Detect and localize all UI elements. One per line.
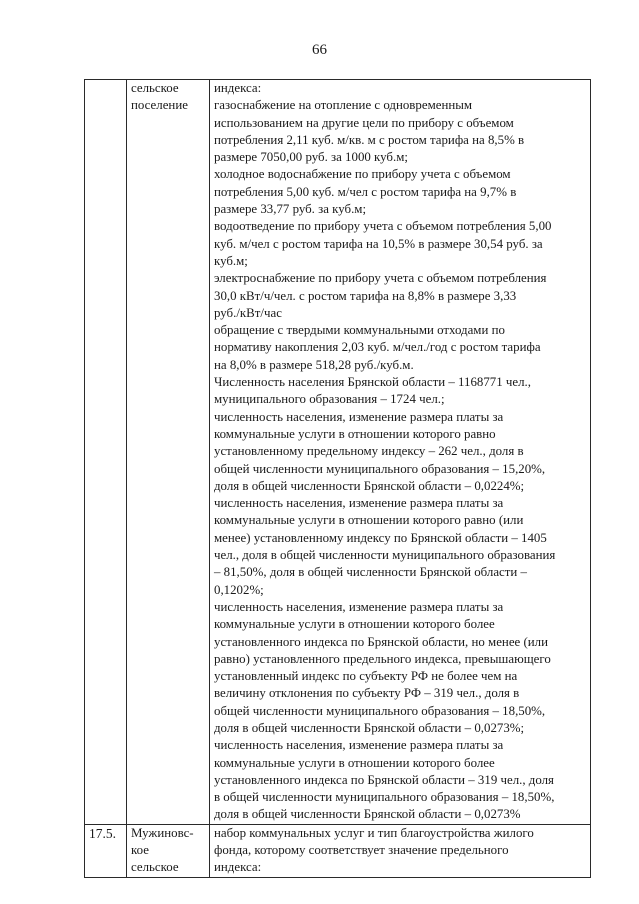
- description-line: доля в общей численности Брянской области – 0,0224%;: [214, 478, 525, 493]
- description-line: в общей численности муниципального образования – 18,50%,: [214, 790, 555, 805]
- description-line: водоотведение по прибору учета с объемом потребления 5,00: [214, 219, 552, 234]
- description-line: коммунальные услуги в отношении которого более: [214, 617, 495, 632]
- row-number-cell: [85, 80, 127, 825]
- description-line: индекса:: [214, 860, 262, 875]
- description-line: – 81,50%, доля в общей численности Брянской области –: [214, 565, 527, 580]
- table-row: [85, 80, 591, 825]
- description-line: установленного индекса по Брянской области – 319 чел., доля: [214, 772, 554, 787]
- description-line: куб. м/чел с ростом тарифа на 10,5% в размере 30,54 руб. за: [214, 236, 543, 251]
- description-line: использованием на другие цели по прибору с объемом: [214, 115, 514, 130]
- description-line: газоснабжение на отопление с одновременным: [214, 98, 473, 113]
- municipality-name-line: сельское: [131, 81, 179, 95]
- municipality-name-line: сельское: [131, 860, 179, 875]
- description-line: индекса:: [214, 81, 262, 95]
- description-line: доля в общей численности Брянской области – 0,0273%;: [214, 720, 525, 735]
- page-number: 66: [312, 42, 327, 58]
- description-line: установленный индекс по субъекту РФ не более чем на: [214, 669, 518, 684]
- description-line: общей численности муниципального образования – 18,50%,: [214, 703, 546, 718]
- description-line: набор коммунальных услуг и тип благоустройства жилого: [214, 825, 534, 840]
- description-line: размере 33,77 руб. за куб.м;: [214, 202, 367, 217]
- table-row: [85, 824, 591, 877]
- description-line: коммунальные услуги в отношении которого равно: [214, 426, 496, 441]
- row-number: 17.5.: [89, 825, 116, 841]
- description-line: доля в общей численности Брянской области – 0,0273%: [214, 807, 521, 822]
- municipality-name-cell: [127, 80, 210, 825]
- description-line: установленному предельному индексу – 262 чел., доля в: [214, 444, 524, 459]
- description-line: куб.м;: [214, 253, 248, 268]
- description-line: на 8,0% в размере 518,28 руб./куб.м.: [214, 357, 414, 372]
- description-line: установленного индекса по Брянской области, но менее (или: [214, 634, 549, 649]
- row-number-cell: [85, 824, 127, 877]
- description-line: обращение с твердыми коммунальными отходами по: [214, 323, 505, 338]
- description-line: численность населения, изменение размера платы за: [214, 496, 504, 511]
- description-line: муниципального образования – 1724 чел.;: [214, 392, 445, 407]
- description-line: численность населения, изменение размера платы за: [214, 409, 504, 424]
- description-line: численность населения, изменение размера платы за: [214, 738, 504, 753]
- description-line: 30,0 кВт/ч/чел. с ростом тарифа на 8,8% в размере 3,33: [214, 288, 517, 303]
- description-line: электроснабжение по прибору учета с объемом потребления: [214, 271, 547, 286]
- municipality-name-line: кое: [131, 843, 149, 858]
- description-line: нормативу накопления 2,03 куб. м/чел./год с ростом тарифа: [214, 340, 541, 355]
- description-line: холодное водоснабжение по прибору учета с объемом: [214, 167, 511, 182]
- description-line: Численность населения Брянской области – 1168771 чел.,: [214, 375, 531, 390]
- description-line: потребления 5,00 куб. м/чел с ростом тарифа на 9,7% в: [214, 184, 517, 199]
- description-line: 0,1202%;: [214, 582, 264, 597]
- description-line: равно) установленного предельного индекса, превышающего: [214, 651, 551, 666]
- description-line: величину отклонения по субъекту РФ – 319 чел., доля в: [214, 686, 520, 701]
- description-cell: [210, 80, 591, 825]
- description-line: менее) установленному индексу по Брянской области – 1405: [214, 530, 547, 545]
- description-line: общей численности муниципального образования – 15,20%,: [214, 461, 546, 476]
- description-line: потребления 2,11 куб. м/кв. м с ростом тарифа на 8,5% в: [214, 132, 525, 147]
- description-line: размере 7050,00 руб. за 1000 куб.м;: [214, 150, 408, 165]
- municipality-name-line: поселение: [131, 98, 188, 113]
- description-line: численность населения, изменение размера платы за: [214, 599, 504, 614]
- description-line: чел., доля в общей численности муниципального образования: [214, 548, 556, 563]
- municipality-name-line: Мужиновс-: [131, 825, 194, 840]
- description-line: руб./кВт/час: [214, 305, 282, 320]
- description-cell: [210, 824, 591, 877]
- description-line: коммунальные услуги в отношении которого более: [214, 755, 495, 770]
- municipality-name-cell: [127, 824, 210, 877]
- description-line: коммунальные услуги в отношении которого равно (или: [214, 513, 524, 528]
- description-line: фонда, которому соответствует значение предельного: [214, 843, 509, 858]
- municipal-tariff-table: [84, 79, 591, 878]
